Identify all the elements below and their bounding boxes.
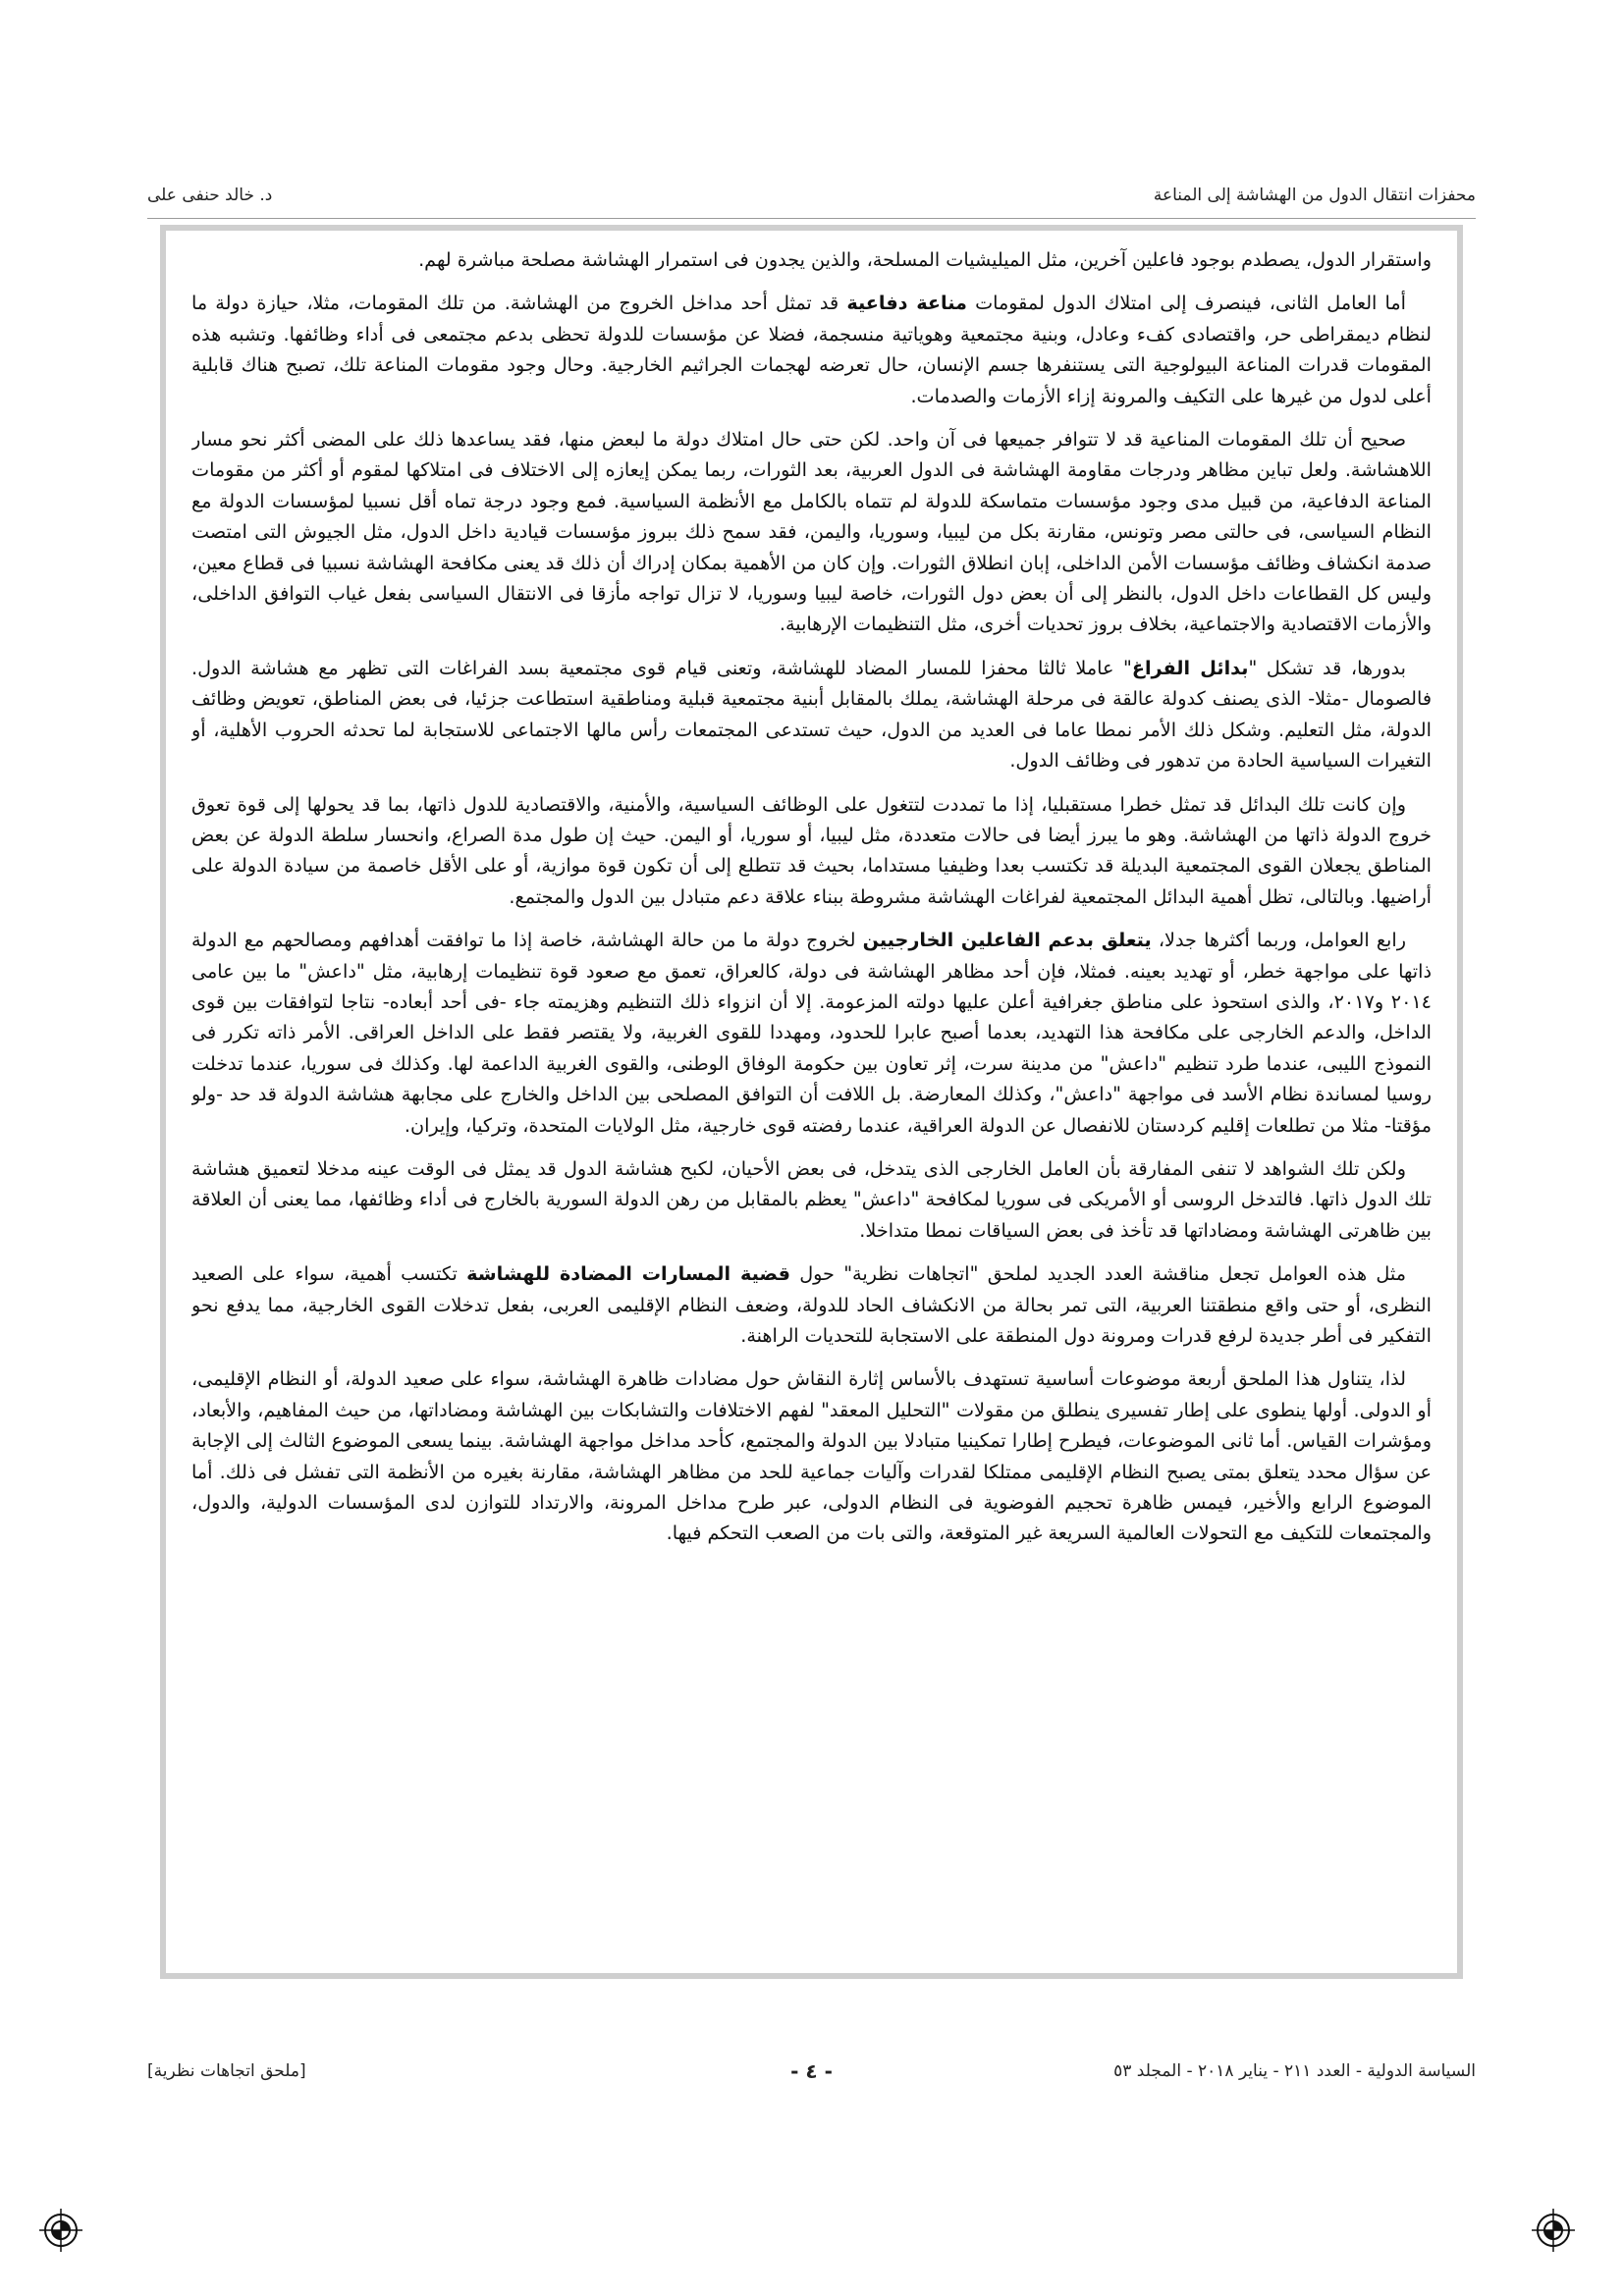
article-paragraph <box>191 1363 1432 1548</box>
header-divider <box>147 218 1476 219</box>
paragraph-text: مثل هذه العوامل تجعل مناقشة العدد الجديد لملحق "اتجاهات نظرية" حول <box>789 1262 1406 1286</box>
registration-mark-right-icon <box>1532 2209 1575 2252</box>
article-frame <box>160 225 1463 1979</box>
article-paragraph <box>191 1258 1432 1351</box>
paragraph-text: ولكن تلك الشواهد لا تنفى المفارقة بأن العامل الخارجى الذى يتدخل، فى بعض الأحيان، لكبح هشاشة الدول قد يمثل فى الوقت عينه مدخلا لتعميق هشاشة تلك الدول ذاتها. فالتدخل الروسى أو الأمريكى فى سوريا لمكافحة "داعش" يعظم بالمقابل من رهن الدولة السورية بالخارج فى أداء وظائفها، مما يعنى أن العلاقة بين ظاهرتى الهشاشة ومضاداتها قد تأخذ فى بعض السياقات نمطا متداخلا. <box>191 1156 1432 1242</box>
running-header <box>147 181 1476 210</box>
paragraph-text: تكتسب أهمية، سواء على الصعيد النظرى، أو حتى واقع منطقتنا العربية، التى تمر بحالة من الانكشاف الحاد للدولة، وضعف النظام الإقليمى العربى، بفعل تدخلات القوى الخارجية، مما يدفع نحو التفكير فى أطر جديدة لرفع قدرات ومرونة دول المنطقة على الاستجابة للتحديات الراهنة. <box>191 1262 1432 1347</box>
article-paragraph <box>191 1153 1432 1246</box>
paragraph-text: لذا، يتناول هذا الملحق أربعة موضوعات أساسية تستهدف بالأساس إثارة النقاش حول مضادات ظاهرة الهشاشة، سواء على صعيد الدولة، أو النظام الإقليمى، أو الدولى. أولها ينطوى على إطار تفسيرى ينطلق من مقولات "التحليل المعقد" لفهم الاختلافات والتشابكات بين الهشاشة ومضاداتها، من حيث المفاهيم، والأبعاد، ومؤشرات القياس. أما ثانى الموضوعات، فيطرح إطارا تمكينيا متبادلا بين الدولة والمجتمع، كأحد مداخل مواجهة الهشاشة. بينما يسعى الموضوع الثالث إلى الإجابة عن سؤال محدد يتعلق بمتى يصبح النظام الإقليمى ممتلكا لقدرات وآليات جماعية للحد من مظاهر الهشاشة، مقارنة بغيره من الأنظمة التى تفشل فى ذلك. أما الموضوع الرابع والأخير، فيمس ظاهرة تحجيم الفوضوية فى النظام الدولى، عبر طرح مداخل المرونة، والارتداد للتوازن لدى المؤسسات الدولية، والدول، والمجتمعات للتكيف مع التحولات العالمية السريعة غير المتوقعة، والتى بات من الصعب التحكم فيها. <box>191 1367 1432 1545</box>
header-title: محفزات انتقال الدول من الهشاشة إلى المناعة <box>1153 186 1476 205</box>
article-paragraph <box>191 925 1432 1141</box>
emphasized-phrase: يتعلق بدعم الفاعلين الخارجيين <box>862 929 1152 952</box>
article-paragraph <box>191 789 1432 913</box>
running-footer <box>147 2056 1476 2086</box>
paragraph-text: لخروج دولة ما من حالة الهشاشة، خاصة إذا ما توافقت أهدافهم ومصالحهم مع الدولة ذاتها على مواجهة خطر، أو تهديد بعينه. فمثلا، فإن أحد مظاهر الهشاشة فى دولة، كالعراق، تعمق مع صعود قوة تنظيمات إرهابية، مثل "داعش" ما بين عامى ٢٠١٤ و٢٠١٧، والذى استحوذ على مناطق جغرافية أعلن عليها دولته المزعومة. إلا أن انزواء ذلك التنظيم وهزيمته جاء -فى أحد أبعاده- نتاجا لتوافقات بين قوى الداخل، والدعم الخارجى على مكافحة هذا التهديد، بعدما أصبح عابرا للحدود، ومهددا للقوى الغربية، ولا يقتصر فقط على الداخل العراقى. الأمر ذاته تكرر فى النموذج الليبى، عندما طرد تنظيم "داعش" من مدينة سرت، إثر تعاون بين حكومة الوفاق الوطنى، والقوى الغربية الداعمة لها. وكذلك فى سوريا، عندما تدخلت روسيا لمساندة نظام الأسد فى مواجهة "داعش"، وكذلك المعارضة. بل اللافت أن التوافق المصلحى بين الداخل والخارج على مجابهة هشاشة الدولة قد حد -ولو مؤقتا- مثلا من تطلعات إقليم كردستان للانفصال عن الدولة العراقية، عندما رفضته قوى خارجية، مثل الولايات المتحدة، وتركيا، وإيران. <box>191 929 1432 1137</box>
paragraph-text: صحيح أن تلك المقومات المناعية قد لا تتوافر جميعها فى آن واحد. لكن حتى حال امتلاك دولة ما لبعض منها، فقد يساعدها ذلك على المضى أكثر نحو مسار اللاهشاشة. ولعل تباين مظاهر ودرجات مقاومة الهشاشة فى الدول العربية، بعد الثورات، ربما يمكن إيعازه إلى الاختلاف فى امتلاكها لمقوم أو أكثر من مقومات المناعة الدفاعية، من قبيل مدى وجود مؤسسات متماسكة للدولة لم تتماه بالكامل مع الأنظمة السياسية. فمع وجود درجة تماه أقل نسبيا لمؤسسات الدولة مع النظام السياسى، فى حالتى مصر وتونس، مقارنة بكل من ليبيا، وسوريا، واليمن، فقد سمح ذلك ببروز مؤسسات قيادية داخل الدول، مثل الجيوش التى امتصت صدمة انكشاف وظائف مؤسسات الأمن الداخلى، إبان انطلاق الثورات. وإن كان من الأهمية بمكان إدراك أن ذلك قد يعنى مكافحة الهشاشة نسبيا فى قطاع معين، وليس كل القطاعات داخل الدول، بالنظر إلى أن بعض دول الثورات، خاصة ليبيا وسوريا، لا تزال تواجه مأزقا فى الانتقال السياسى بفعل غياب التوافق الداخلى، والأزمات الاقتصادية والاجتماعية، بخلاف بروز تحديات أخرى، مثل التنظيمات الإرهابية. <box>191 428 1432 636</box>
header-author: د. خالد حنفى على <box>147 186 273 205</box>
article-paragraph <box>191 424 1432 640</box>
emphasized-phrase: قضية المسارات المضادة للهشاشة <box>466 1262 790 1286</box>
footer-journal: السياسة الدولية - العدد ٢١١ - يناير ٢٠١٨ - المجلد ٥٣ <box>1113 2061 1476 2081</box>
article-paragraph <box>191 653 1432 776</box>
article-paragraph <box>191 288 1432 411</box>
page-number: - ٤ - <box>790 2059 833 2083</box>
paragraph-text: واستقرار الدول، يصطدم بوجود فاعلين آخرين، مثل الميليشيات المسلحة، والذين يجدون فى استمرار الهشاشة مصلحة مباشرة لهم. <box>418 248 1432 271</box>
footer-supplement: [ملحق اتجاهات نظرية] <box>147 2061 306 2081</box>
article-paragraph <box>191 244 1432 275</box>
paragraph-text: أما العامل الثانى، فينصرف إلى امتلاك الدول لمقومات <box>966 292 1406 315</box>
paragraph-text: بدورها، قد تشكل " <box>1248 656 1406 679</box>
emphasized-phrase: بدائل الفراغ <box>1131 656 1249 679</box>
paragraph-text: " عاملا ثالثا محفزا للمسار المضاد للهشاشة، وتعنى قيام قوى مجتمعية بسد الفراغات التى تظهر مع هشاشة الدول. فالصومال -مثلا- الذى يصنف كدولة عالقة فى مرحلة الهشاشة، يملك بالمقابل أبنية مجتمعية قبلية ومناطقية استطاعت جزئيا، فى بعض المناطق، تعويض وظائف الدولة، مثل التعليم. وشكل ذلك الأمر نمطا عاما فى العديد من الدول، حيث تستدعى المجتمعات رأس مالها الاجتماعى للاستجابة لما تحدثه الحروب الأهلية، أو التغيرات السياسية الحادة من تدهور فى وظائف الدول. <box>191 656 1432 773</box>
article-body <box>191 244 1432 1959</box>
emphasized-phrase: مناعة دفاعية <box>846 292 967 315</box>
paragraph-text: قد تمثل أحد مداخل الخروج من الهشاشة. من تلك المقومات، مثلا، حيازة دولة ما لنظام ديمقراطى حر، واقتصادى كفء وعادل، وبنية مجتمعية وهوياتية منسجمة، فضلا عن مؤسسات للدولة تحظى بدعم مجتمعى فى أداء وظائفها. وتشبه هذه المقومات قدرات المناعة البيولوجية التى يستنفرها جسم الإنسان، حال تعرضه لهجمات الجراثيم الخارجية. وحال وجود مقومات المناعة تلك، تصبح هناك قابلية أعلى لدول من غيرها على التكيف والمرونة إزاء الأزمات والصدمات. <box>191 292 1432 407</box>
paragraph-text: وإن كانت تلك البدائل قد تمثل خطرا مستقبليا، إذا ما تمددت لتتغول على الوظائف السياسية، والأمنية، والاقتصادية للدول ذاتها، بما قد يحولها إلى قوة تعوق خروج الدولة ذاتها من الهشاشة. وهو ما يبرز أيضا فى حالات متعددة، مثل ليبيا، أو سوريا، أو اليمن. حيث إن طول مدة الصراع، وانحسار سلطة الدولة عن بعض المناطق يجعلان القوى المجتمعية البديلة قد تكتسب بعدا وظيفيا مستداما، بحيث قد تتطلع إلى أن تكون قوة موازية، أو على الأقل خاصمة من سيادة الدولة على أراضيها. وبالتالى، تظل أهمية البدائل المجتمعية لفراغات الهشاشة مشروطة ببناء علاقة دعم متبادل بين الدول والمجتمع. <box>191 792 1432 908</box>
paragraph-text: رابع العوامل، وربما أكثرها جدلا، <box>1151 929 1406 952</box>
registration-mark-left-icon <box>39 2209 82 2252</box>
